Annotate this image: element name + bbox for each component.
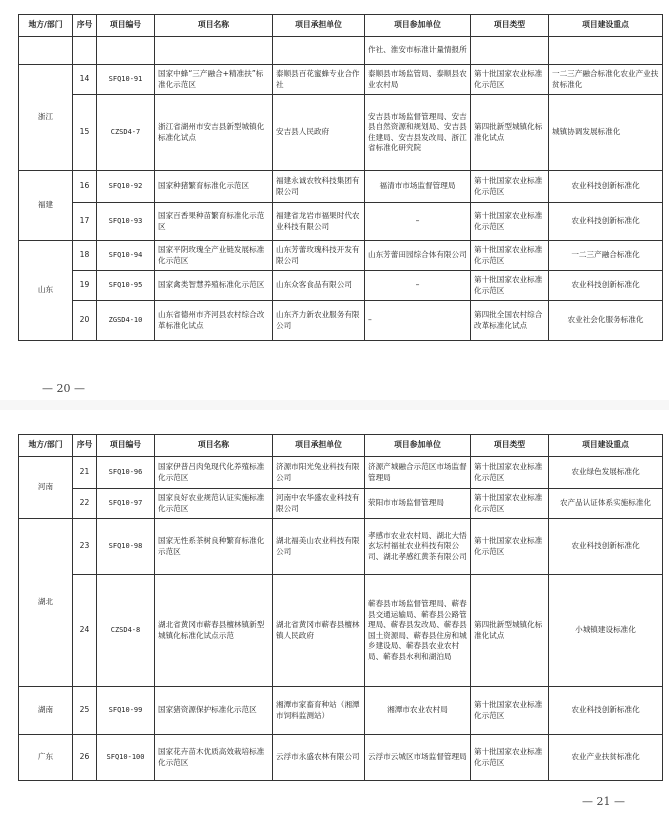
header-type: 项目类型 xyxy=(471,15,549,37)
table-row xyxy=(19,65,663,95)
cell-focus: 农业科技创新标准化 xyxy=(549,687,663,735)
cell-undertaker: 湖北福美山农业科技有限公司 xyxy=(273,519,365,575)
table-row xyxy=(19,519,663,575)
cell-no: 25 xyxy=(73,687,97,735)
cell-no: 17 xyxy=(73,203,97,241)
cell-participants: – xyxy=(365,203,471,241)
cell-no: 14 xyxy=(73,65,97,95)
cell-code: SFQ10-100 xyxy=(97,735,155,781)
cell-name: 国家平阴玫瑰全产业链发展标准化示范区 xyxy=(155,241,273,271)
cell-participants: 荥阳市市场监督管理局 xyxy=(365,489,471,519)
cell-region: 河南 xyxy=(19,457,73,519)
header-type: 项目类型 xyxy=(471,435,549,457)
header-focus: 项目建设重点 xyxy=(549,15,663,37)
cell-code: SFQ10-99 xyxy=(97,687,155,735)
cell-type: 第四批新型城镇化标准化试点 xyxy=(471,575,549,687)
cell-code: CZSD4-7 xyxy=(97,95,155,171)
cell-code: SFQ10-96 xyxy=(97,457,155,489)
cell-empty xyxy=(273,37,365,65)
cell-undertaker: 安吉县人民政府 xyxy=(273,95,365,171)
cell-type: 第四批全国农村综合改革标准化试点 xyxy=(471,301,549,341)
cell-name: 国家中蜂“三产融合+精准扶”标准化示范区 xyxy=(155,65,273,95)
header-no: 序号 xyxy=(73,15,97,37)
cell-no: 26 xyxy=(73,735,97,781)
cell-focus: 农业科技创新标准化 xyxy=(549,203,663,241)
table-row xyxy=(19,489,663,519)
cell-participants: 蕲春县市场监督管理局、蕲春县交通运输局、蕲春县公路管理局、蕲春县发改局、蕲春县国土资源局、蕲春县住房和城乡建设局、蕲春县农业农村局、蕲春县水利和湖泊局 xyxy=(365,575,471,687)
cell-type: 第十批国家农业标准化示范区 xyxy=(471,519,549,575)
cell-undertaker: 湘潭市家畜育种站（湘潭市饲料监测站） xyxy=(273,687,365,735)
cell-no: 19 xyxy=(73,271,97,301)
cell-focus: 农产品认证体系实施标准化 xyxy=(549,489,663,519)
cell-code: ZGSD4-10 xyxy=(97,301,155,341)
cell-focus: 农业社会化服务标准化 xyxy=(549,301,663,341)
cell-type: 第十批国家农业标准化示范区 xyxy=(471,687,549,735)
cell-focus: 一二三产融合标准化 xyxy=(549,241,663,271)
document-page-21 xyxy=(0,400,669,821)
cell-code: CZSD4-8 xyxy=(97,575,155,687)
cell-no: 23 xyxy=(73,519,97,575)
cell-participants: 福清市市场监督管理局 xyxy=(365,171,471,203)
table-row xyxy=(19,575,663,687)
header-no: 序号 xyxy=(73,435,97,457)
cell-focus: 城镇协调发展标准化 xyxy=(549,95,663,171)
table-row xyxy=(19,687,663,735)
table-row xyxy=(19,457,663,489)
page-number: — 20 — xyxy=(42,382,85,395)
cell-empty xyxy=(155,37,273,65)
cell-focus: 农业科技创新标准化 xyxy=(549,519,663,575)
project-table-page-21 xyxy=(18,434,663,781)
cell-code: SFQ10-94 xyxy=(97,241,155,271)
cell-name: 国家无性系茶树良种繁育标准化示范区 xyxy=(155,519,273,575)
cell-focus: 农业产业扶贫标准化 xyxy=(549,735,663,781)
header-code: 项目编号 xyxy=(97,15,155,37)
table-row xyxy=(19,171,663,203)
cell-name: 国家百香果种苗繁育标准化示范区 xyxy=(155,203,273,241)
cell-type: 第十批国家农业标准化示范区 xyxy=(471,171,549,203)
cell-name: 山东省德州市齐河县农村综合改革标准化试点 xyxy=(155,301,273,341)
cell-name: 国家禽类智慧养殖标准化示范区 xyxy=(155,271,273,301)
table-row xyxy=(19,301,663,341)
table-row xyxy=(19,271,663,301)
table-row xyxy=(19,95,663,171)
table-row xyxy=(19,241,663,271)
cell-no: 22 xyxy=(73,489,97,519)
cell-empty xyxy=(471,37,549,65)
cell-region: 福建 xyxy=(19,171,73,241)
table-row xyxy=(19,203,663,241)
header-name: 项目名称 xyxy=(155,15,273,37)
cell-region: 湖南 xyxy=(19,687,73,735)
cell-focus: 小城镇建设标准化 xyxy=(549,575,663,687)
header-participants: 项目参加单位 xyxy=(365,15,471,37)
cell-name: 国家良好农业规范认证实施标准化示范区 xyxy=(155,489,273,519)
cell-no: 18 xyxy=(73,241,97,271)
cell-region: 湖北 xyxy=(19,519,73,687)
cell-code: SFQ10-95 xyxy=(97,271,155,301)
cell-name: 湖北省黄冈市蕲春县檀林镇新型城镇化标准化试点示范 xyxy=(155,575,273,687)
cell-undertaker: 湖北省黄冈市蕲春县檀林镇人民政府 xyxy=(273,575,365,687)
cell-region: 浙江 xyxy=(19,65,73,171)
cell-region: 山东 xyxy=(19,241,73,341)
cell-undertaker: 福建省龙岩市福果时代农业科技有限公司 xyxy=(273,203,365,241)
cell-region: 广东 xyxy=(19,735,73,781)
cell-name: 国家种猪繁育标准化示范区 xyxy=(155,171,273,203)
header-undertaker: 项目承担单位 xyxy=(273,15,365,37)
cell-focus: 农业科技创新标准化 xyxy=(549,271,663,301)
project-table-page-20 xyxy=(18,14,663,341)
page-number: — 21 — xyxy=(582,795,625,808)
cell-no: 16 xyxy=(73,171,97,203)
cell-type: 第十批国家农业标准化示范区 xyxy=(471,65,549,95)
cell-participants: – xyxy=(365,271,471,301)
cell-undertaker: 山东齐力新农业服务有限公司 xyxy=(273,301,365,341)
cell-code: SFQ10-93 xyxy=(97,203,155,241)
cell-participants: 安吉县市场监督管理局、安吉县自然资源和规划局、安吉县住建局、安吉县发改局、浙江省标准化研究院 xyxy=(365,95,471,171)
cell-undertaker: 福建永诚农牧科技集团有限公司 xyxy=(273,171,365,203)
cell-code: SFQ10-91 xyxy=(97,65,155,95)
cell-no: 24 xyxy=(73,575,97,687)
cell-participants: 孝感市农业农村局、湖北大悟玄坛村福祉农业科技有限公司、湖北孝感红黄茶有限公司 xyxy=(365,519,471,575)
cell-region-empty xyxy=(19,37,73,65)
cell-type: 第十批国家农业标准化示范区 xyxy=(471,457,549,489)
cell-no: 21 xyxy=(73,457,97,489)
page-sheet xyxy=(0,410,669,821)
cell-name: 国家花卉苗木优质高效栽培标准化示范区 xyxy=(155,735,273,781)
cell-participants: 山东芳蕾田园综合体有限公司 xyxy=(365,241,471,271)
cell-undertaker: 云浮市永盛农林有限公司 xyxy=(273,735,365,781)
cell-type: 第十批国家农业标准化示范区 xyxy=(471,735,549,781)
table-header-row xyxy=(19,435,663,457)
cell-undertaker: 济源市阳光兔业科技有限公司 xyxy=(273,457,365,489)
cell-code: SFQ10-92 xyxy=(97,171,155,203)
cell-type: 第十批国家农业标准化示范区 xyxy=(471,271,549,301)
header-region: 地方/部门 xyxy=(19,435,73,457)
cell-participants: 济源产城融合示范区市场监督管理局 xyxy=(365,457,471,489)
header-region: 地方/部门 xyxy=(19,15,73,37)
cell-no: 20 xyxy=(73,301,97,341)
table-header-row xyxy=(19,15,663,37)
cell-name: 国家伊普吕肉兔现代化养殖标准化示范区 xyxy=(155,457,273,489)
cell-type: 第四批新型城镇化标准化试点 xyxy=(471,95,549,171)
cell-empty xyxy=(73,37,97,65)
cell-code: SFQ10-97 xyxy=(97,489,155,519)
cell-type: 第十批国家农业标准化示范区 xyxy=(471,203,549,241)
cell-undertaker: 河南中农华盛农业科技有限公司 xyxy=(273,489,365,519)
cell-type: 第十批国家农业标准化示范区 xyxy=(471,241,549,271)
cell-undertaker: 山东芳蕾玫瑰科技开发有限公司 xyxy=(273,241,365,271)
header-focus: 项目建设重点 xyxy=(549,435,663,457)
cell-undertaker: 泰顺县百花蜜蜂专业合作社 xyxy=(273,65,365,95)
cell-participants: 湘潭市农业农村局 xyxy=(365,687,471,735)
cell-undertaker: 山东众客食品有限公司 xyxy=(273,271,365,301)
cell-participants: – xyxy=(365,301,471,341)
cell-participants: 作社、淮安市标准计量情报所 xyxy=(365,37,471,65)
cell-name: 国家猪资源保护标准化示范区 xyxy=(155,687,273,735)
cell-participants: 泰顺县市场监管局、泰顺县农业农村局 xyxy=(365,65,471,95)
header-participants: 项目参加单位 xyxy=(365,435,471,457)
cell-code: SFQ10-98 xyxy=(97,519,155,575)
cell-focus: 一二三产融合标准化农业产业扶贫标准化 xyxy=(549,65,663,95)
table-row-continued xyxy=(19,37,663,65)
cell-focus: 农业科技创新标准化 xyxy=(549,171,663,203)
header-name: 项目名称 xyxy=(155,435,273,457)
table-row xyxy=(19,735,663,781)
cell-type: 第十批国家农业标准化示范区 xyxy=(471,489,549,519)
header-code: 项目编号 xyxy=(97,435,155,457)
document-page-20 xyxy=(0,0,669,400)
cell-empty xyxy=(549,37,663,65)
header-undertaker: 项目承担单位 xyxy=(273,435,365,457)
cell-participants: 云浮市云城区市场监督管理局 xyxy=(365,735,471,781)
cell-empty xyxy=(97,37,155,65)
cell-name: 浙江省湖州市安吉县新型城镇化标准化试点 xyxy=(155,95,273,171)
cell-focus: 农业绿色发展标准化 xyxy=(549,457,663,489)
cell-no: 15 xyxy=(73,95,97,171)
